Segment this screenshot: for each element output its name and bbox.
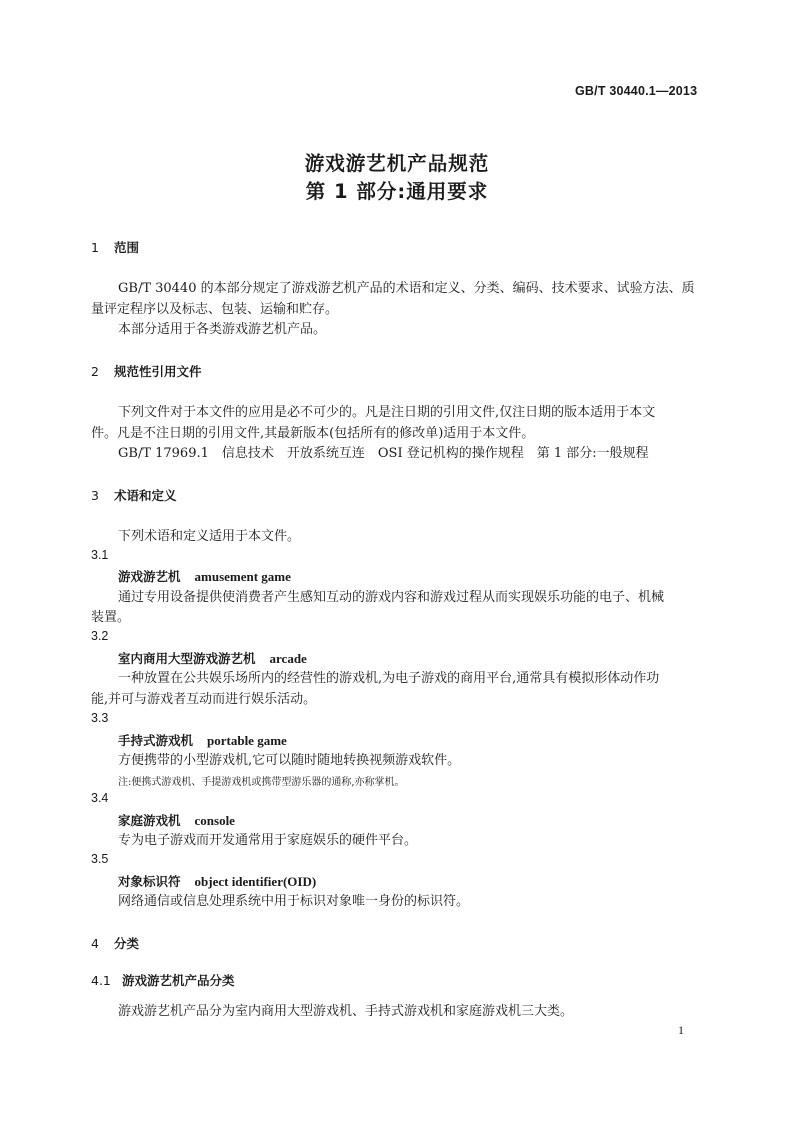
- term-number: 3.5: [91, 852, 109, 866]
- section-1-heading: [91, 238, 139, 256]
- term-number: 3.4: [91, 791, 109, 805]
- section-title: 分类: [114, 936, 140, 951]
- term-entry: [118, 567, 291, 585]
- term-zh: 对象标识符: [118, 874, 181, 889]
- term-entry: [118, 872, 316, 890]
- term-note: 注:便携式游戏机、手提游戏机或携带型游乐器的通称,亦称掌机。: [118, 777, 405, 788]
- term-number: 3.2: [91, 629, 109, 643]
- page-number: 1: [678, 1023, 684, 1037]
- document-subtitle: 第 1 部分:通用要求: [305, 180, 489, 203]
- term-definition: 装置。: [91, 610, 131, 625]
- section-title: 规范性引用文件: [114, 364, 202, 379]
- term-en: amusement game: [194, 569, 291, 584]
- section-number: 2: [91, 364, 99, 379]
- term-definition: 一种放置在公共娱乐场所内的经营性的游戏机,为电子游戏的商用平台,通常具有模拟形体动作功: [118, 671, 660, 686]
- term-number: 3.1: [91, 548, 109, 562]
- term-definition: 能,并可与游戏者互动而进行娱乐活动。: [91, 692, 317, 707]
- section-number: 1: [91, 240, 99, 255]
- standard-number: GB/T 30440.1—2013: [575, 84, 698, 98]
- paragraph: 量评定程序以及标志、包装、运输和贮存。: [91, 302, 339, 317]
- paragraph: 件。凡是不注日期的引用文件,其最新版本(包括所有的修改单)适用于本文件。: [91, 426, 535, 441]
- term-en: portable game: [207, 733, 287, 748]
- subsection-4-1-heading: [91, 971, 235, 989]
- section-4-heading: [91, 934, 139, 952]
- paragraph: 下列文件对于本文件的应用是必不可少的。凡是注日期的引用文件,仅注日期的版本适用于本文: [118, 405, 656, 420]
- term-definition: 专为电子游戏而开发通常用于家庭娱乐的硬件平台。: [118, 833, 418, 848]
- term-definition: 方便携带的小型游戏机,它可以随时随地转换视频游戏软件。: [118, 753, 461, 768]
- term-entry: [118, 731, 287, 749]
- paragraph: GB/T 30440 的本部分规定了游戏游艺机产品的术语和定义、分类、编码、技术要求、试验方法、质: [118, 281, 695, 296]
- subsection-number: 4.1: [91, 973, 111, 988]
- document-title: 游戏游艺机产品规范: [304, 152, 490, 175]
- term-entry: [118, 649, 307, 667]
- paragraph: 下列术语和定义适用于本文件。: [118, 529, 301, 544]
- term-en: arcade: [269, 651, 307, 666]
- term-en: object identifier(OID): [194, 874, 317, 889]
- section-title: 术语和定义: [114, 488, 177, 503]
- term-en: console: [194, 813, 235, 828]
- section-3-heading: [91, 486, 177, 504]
- term-definition: 网络通信或信息处理系统中用于标识对象唯一身份的标识符。: [118, 894, 470, 909]
- paragraph: 本部分适用于各类游戏游艺机产品。: [118, 322, 327, 337]
- term-definition: 通过专用设备提供使消费者产生感知互动的游戏内容和游戏过程从而实现娱乐功能的电子、机械: [118, 590, 665, 605]
- paragraph: 游戏游艺机产品分为室内商用大型游戏机、手持式游戏机和家庭游戏机三大类。: [118, 1004, 574, 1019]
- section-title: 范围: [114, 240, 140, 255]
- term-zh: 室内商用大型游戏游艺机: [118, 651, 256, 666]
- term-number: 3.3: [91, 711, 109, 725]
- subsection-title: 游戏游艺机产品分类: [122, 973, 235, 988]
- section-number: 4: [91, 936, 99, 951]
- term-entry: [118, 811, 235, 829]
- term-zh: 游戏游艺机: [118, 569, 181, 584]
- term-zh: 手持式游戏机: [118, 733, 194, 748]
- section-number: 3: [91, 488, 99, 503]
- section-2-heading: [91, 362, 202, 380]
- normative-reference: GB/T 17969.1 信息技术 开放系统互连 OSI 登记机构的操作规程 第 1 部分:一般规程: [118, 446, 649, 461]
- term-zh: 家庭游戏机: [118, 813, 181, 828]
